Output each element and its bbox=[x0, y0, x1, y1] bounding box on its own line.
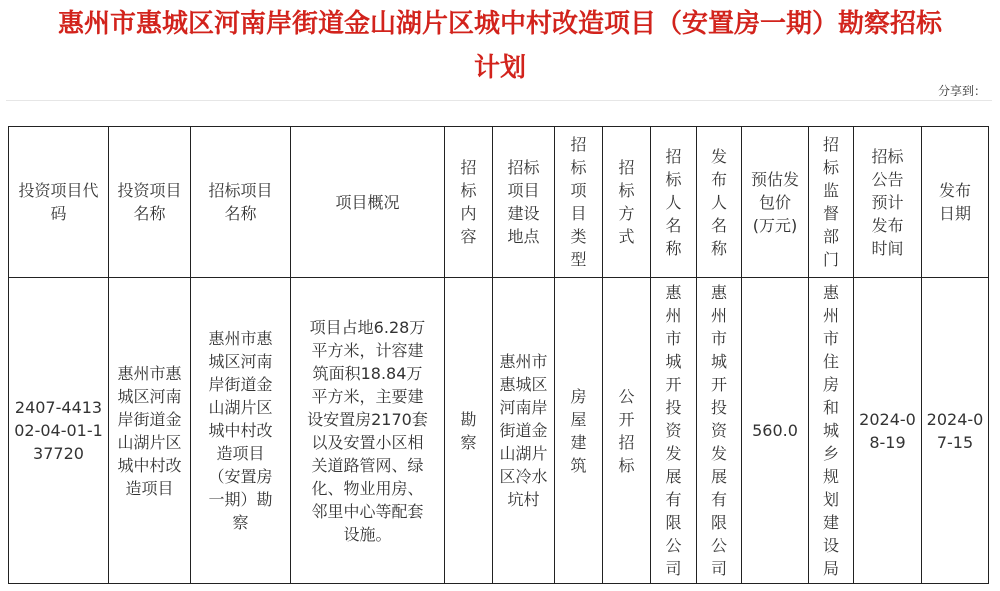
table-header-row bbox=[9, 127, 989, 278]
header-tender-method: 招标方式 bbox=[603, 127, 651, 278]
cell-construction-site: 惠州市惠城区河南岸街道金山湖片区冷水坑村 bbox=[493, 278, 555, 584]
cell-project-name: 惠州市惠城区河南岸街道金山湖片区城中村改造项目 bbox=[109, 278, 191, 584]
header-supervision-dept: 招标监督部门 bbox=[809, 127, 854, 278]
cell-expected-publish-time: 2024-08-19 bbox=[854, 278, 922, 584]
header-project-type: 招标项目类型 bbox=[555, 127, 603, 278]
header-construction-site: 招标项目建设地点 bbox=[493, 127, 555, 278]
title-line-1: 惠州市惠城区河南岸街道金山湖片区城中村改造项目（安置房一期）勘察招标 bbox=[57, 9, 942, 39]
share-label[interactable]: 分享到： bbox=[937, 84, 986, 98]
cell-tender-project-name: 惠州市惠城区河南岸街道金山湖片区城中村改造项目（安置房一期）勘察 bbox=[191, 278, 291, 584]
header-publish-date: 发布日期 bbox=[922, 127, 989, 278]
cell-project-type: 房屋建筑 bbox=[555, 278, 603, 584]
cell-project-overview: 项目占地6.28万平方米，计容建筑面积18.84万平方米，主要建设安置房2170套以及安置小区相关道路管网、绿化、物业用房、邻里中心等配套设施。 bbox=[291, 278, 445, 584]
header-publisher-name: 发布人名称 bbox=[697, 127, 742, 278]
tender-plan-table bbox=[8, 126, 989, 584]
header-project-overview: 项目概况 bbox=[291, 127, 445, 278]
table-row bbox=[9, 278, 989, 584]
page-title bbox=[0, 2, 1000, 90]
header-project-name: 投资项目名称 bbox=[109, 127, 191, 278]
header-project-code: 投资项目代码 bbox=[9, 127, 109, 278]
cell-tender-content: 勘察 bbox=[445, 278, 493, 584]
cell-project-code: 2407-441302-04-01-137720 bbox=[9, 278, 109, 584]
title-line-2: 计划 bbox=[473, 53, 526, 83]
cell-publisher-name: 惠州市城开投资发展有限公司 bbox=[697, 278, 742, 584]
header-expected-publish-time: 招标公告预计发布时间 bbox=[854, 127, 922, 278]
title-divider bbox=[6, 100, 992, 101]
cell-publish-date: 2024-07-15 bbox=[922, 278, 989, 584]
cell-estimated-price: 560.0 bbox=[742, 278, 809, 584]
header-tender-project-name: 招标项目名称 bbox=[191, 127, 291, 278]
header-tender-content: 招标内容 bbox=[445, 127, 493, 278]
cell-supervision-dept: 惠州市住房和城乡规划建设局 bbox=[809, 278, 854, 584]
cell-tenderer-name: 惠州市城开投资发展有限公司 bbox=[651, 278, 697, 584]
header-tenderer-name: 招标人名称 bbox=[651, 127, 697, 278]
cell-tender-method: 公开招标 bbox=[603, 278, 651, 584]
header-estimated-price: 预估发包价(万元) bbox=[742, 127, 809, 278]
